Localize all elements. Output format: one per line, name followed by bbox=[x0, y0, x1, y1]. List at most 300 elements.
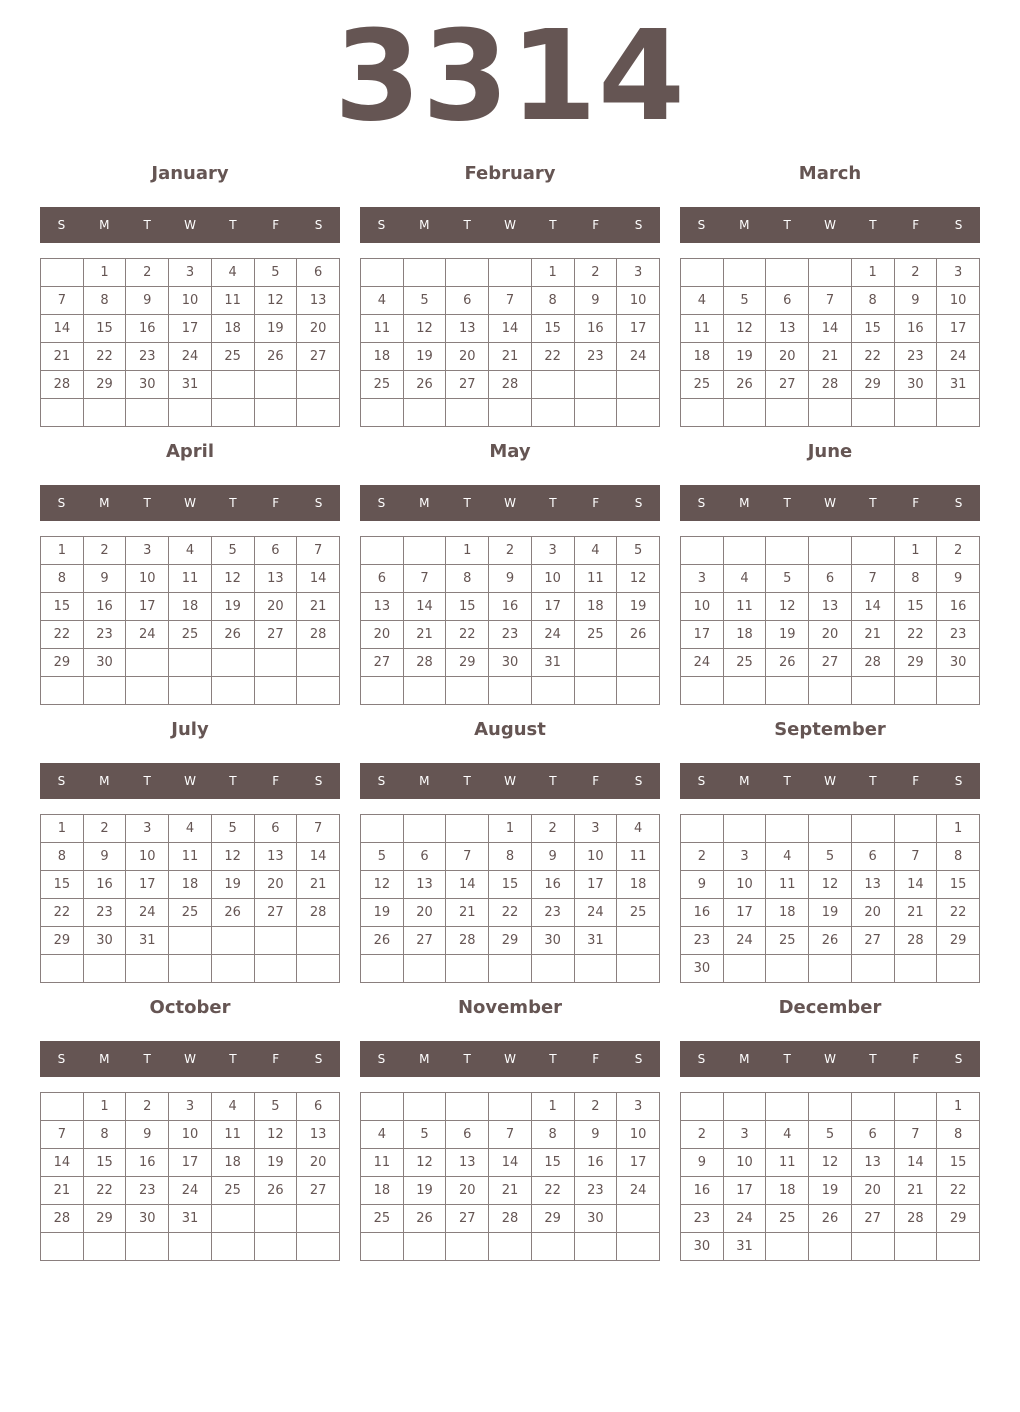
day-cell bbox=[681, 259, 724, 287]
day-cell bbox=[169, 1233, 212, 1261]
day-cell: 20 bbox=[254, 593, 297, 621]
day-cell: 18 bbox=[361, 343, 404, 371]
day-cell: 2 bbox=[83, 537, 126, 565]
day-cell: 27 bbox=[297, 1177, 340, 1205]
day-cell bbox=[617, 927, 660, 955]
week-row bbox=[41, 565, 340, 593]
day-cell bbox=[766, 399, 809, 427]
week-row bbox=[41, 1121, 340, 1149]
weekday-label: M bbox=[419, 774, 430, 788]
day-cell: 22 bbox=[446, 621, 489, 649]
week-row bbox=[41, 871, 340, 899]
day-cell: 15 bbox=[83, 315, 126, 343]
day-cell bbox=[41, 1093, 84, 1121]
day-cell bbox=[297, 955, 340, 983]
day-cell: 18 bbox=[211, 1149, 254, 1177]
day-cell: 24 bbox=[723, 927, 766, 955]
weekday-label: T bbox=[549, 218, 557, 232]
day-cell: 10 bbox=[169, 287, 212, 315]
day-cell: 6 bbox=[254, 815, 297, 843]
day-cell: 18 bbox=[169, 593, 212, 621]
day-cell: 11 bbox=[361, 1149, 404, 1177]
week-row bbox=[361, 843, 660, 871]
day-cell bbox=[297, 1205, 340, 1233]
weekday-label: T bbox=[143, 218, 151, 232]
day-cell bbox=[894, 955, 937, 983]
day-cell: 25 bbox=[723, 649, 766, 677]
day-cell bbox=[446, 677, 489, 705]
day-cell: 19 bbox=[809, 1177, 852, 1205]
day-cell: 14 bbox=[809, 315, 852, 343]
day-cell: 12 bbox=[809, 1149, 852, 1177]
day-cell: 19 bbox=[254, 1149, 297, 1177]
day-cell: 28 bbox=[489, 371, 532, 399]
day-cell: 20 bbox=[403, 899, 446, 927]
day-cell bbox=[574, 649, 617, 677]
month-name: January bbox=[151, 163, 229, 184]
day-cell bbox=[617, 1233, 660, 1261]
month-name: April bbox=[165, 441, 215, 462]
day-cell: 20 bbox=[851, 899, 894, 927]
day-cell: 16 bbox=[681, 1177, 724, 1205]
day-cell: 21 bbox=[489, 343, 532, 371]
day-cell bbox=[681, 537, 724, 565]
day-cell bbox=[894, 399, 937, 427]
day-cell: 18 bbox=[169, 871, 212, 899]
day-cell: 27 bbox=[361, 649, 404, 677]
day-cell: 20 bbox=[361, 621, 404, 649]
day-cell bbox=[41, 677, 84, 705]
weekday-label: S bbox=[314, 496, 323, 510]
day-cell: 5 bbox=[211, 537, 254, 565]
day-cell: 3 bbox=[723, 1121, 766, 1149]
weekday-header bbox=[680, 207, 980, 243]
weekday-header bbox=[40, 485, 340, 521]
weekday-label: S bbox=[377, 1052, 386, 1066]
day-cell: 15 bbox=[41, 871, 84, 899]
day-cell: 25 bbox=[169, 621, 212, 649]
week-row bbox=[361, 927, 660, 955]
day-cell bbox=[41, 1233, 84, 1261]
day-cell bbox=[211, 649, 254, 677]
day-cell: 27 bbox=[446, 371, 489, 399]
day-cell bbox=[489, 1233, 532, 1261]
weekday-header bbox=[680, 485, 980, 521]
day-cell: 2 bbox=[574, 259, 617, 287]
day-cell bbox=[126, 1233, 169, 1261]
day-cell: 17 bbox=[169, 315, 212, 343]
day-cell: 24 bbox=[937, 343, 980, 371]
day-cell: 28 bbox=[403, 649, 446, 677]
weekday-label: W bbox=[504, 218, 516, 232]
day-cell: 12 bbox=[403, 315, 446, 343]
weekday-label: S bbox=[954, 496, 963, 510]
weekday-label: S bbox=[377, 218, 386, 232]
day-cell bbox=[809, 1233, 852, 1261]
day-cell: 9 bbox=[531, 843, 574, 871]
day-cell: 26 bbox=[211, 621, 254, 649]
weekday-label: S bbox=[314, 774, 323, 788]
day-cell: 16 bbox=[126, 1149, 169, 1177]
weekday-label: T bbox=[783, 1052, 791, 1066]
day-cell: 1 bbox=[894, 537, 937, 565]
day-cell: 29 bbox=[41, 927, 84, 955]
day-cell: 22 bbox=[851, 343, 894, 371]
day-cell: 25 bbox=[766, 1205, 809, 1233]
day-cell: 26 bbox=[403, 1205, 446, 1233]
day-cell: 29 bbox=[41, 649, 84, 677]
day-cell: 31 bbox=[169, 371, 212, 399]
weekday-label: M bbox=[419, 496, 430, 510]
day-cell: 20 bbox=[809, 621, 852, 649]
day-cell bbox=[723, 537, 766, 565]
weekday-label: S bbox=[697, 1052, 706, 1066]
day-cell: 10 bbox=[617, 287, 660, 315]
day-cell: 21 bbox=[894, 1177, 937, 1205]
day-cell: 19 bbox=[403, 343, 446, 371]
day-cell: 1 bbox=[531, 259, 574, 287]
day-cell: 14 bbox=[489, 315, 532, 343]
day-cell: 6 bbox=[851, 1121, 894, 1149]
day-cell bbox=[83, 955, 126, 983]
day-cell: 25 bbox=[681, 371, 724, 399]
weekday-label: F bbox=[912, 774, 920, 788]
week-row bbox=[361, 371, 660, 399]
day-cell: 2 bbox=[937, 537, 980, 565]
day-cell: 6 bbox=[809, 565, 852, 593]
day-cell bbox=[361, 677, 404, 705]
day-cell: 12 bbox=[723, 315, 766, 343]
day-cell bbox=[681, 1093, 724, 1121]
day-cell bbox=[211, 1205, 254, 1233]
day-cell bbox=[361, 1233, 404, 1261]
day-cell: 17 bbox=[531, 593, 574, 621]
weekday-label: S bbox=[697, 496, 706, 510]
day-cell: 30 bbox=[681, 1233, 724, 1261]
day-cell: 28 bbox=[446, 927, 489, 955]
weekday-header bbox=[360, 485, 660, 521]
day-cell: 30 bbox=[126, 1205, 169, 1233]
week-row bbox=[41, 899, 340, 927]
day-cell: 12 bbox=[361, 871, 404, 899]
week-row bbox=[681, 259, 980, 287]
day-cell: 7 bbox=[851, 565, 894, 593]
day-cell: 8 bbox=[83, 287, 126, 315]
day-cell bbox=[83, 1233, 126, 1261]
day-cell bbox=[681, 399, 724, 427]
month-name: February bbox=[464, 163, 556, 184]
day-cell: 2 bbox=[681, 843, 724, 871]
weekday-header bbox=[680, 763, 980, 799]
week-row bbox=[681, 1205, 980, 1233]
weekday-label: T bbox=[869, 218, 877, 232]
day-cell: 23 bbox=[126, 343, 169, 371]
day-cell: 16 bbox=[937, 593, 980, 621]
day-cell: 13 bbox=[254, 565, 297, 593]
weekday-label: F bbox=[592, 774, 600, 788]
day-cell: 9 bbox=[937, 565, 980, 593]
week-row bbox=[361, 955, 660, 983]
day-cell: 26 bbox=[766, 649, 809, 677]
day-cell: 15 bbox=[41, 593, 84, 621]
day-cell bbox=[531, 371, 574, 399]
day-cell: 18 bbox=[211, 315, 254, 343]
weekday-label: S bbox=[697, 218, 706, 232]
day-cell bbox=[531, 1233, 574, 1261]
day-cell bbox=[489, 399, 532, 427]
day-cell: 19 bbox=[723, 343, 766, 371]
day-cell bbox=[723, 1093, 766, 1121]
day-cell bbox=[169, 955, 212, 983]
day-cell: 15 bbox=[83, 1149, 126, 1177]
day-cell: 23 bbox=[126, 1177, 169, 1205]
day-cell bbox=[766, 259, 809, 287]
day-cell bbox=[766, 677, 809, 705]
day-cell: 16 bbox=[894, 315, 937, 343]
day-cell bbox=[617, 371, 660, 399]
day-cell: 10 bbox=[937, 287, 980, 315]
day-cell: 26 bbox=[403, 371, 446, 399]
month-name: October bbox=[149, 997, 231, 1018]
weekday-label: F bbox=[592, 496, 600, 510]
day-cell: 11 bbox=[681, 315, 724, 343]
day-cell: 16 bbox=[681, 899, 724, 927]
day-cell: 10 bbox=[169, 1121, 212, 1149]
day-cell: 5 bbox=[403, 1121, 446, 1149]
weekday-label: S bbox=[954, 218, 963, 232]
day-cell: 6 bbox=[851, 843, 894, 871]
day-cell: 9 bbox=[681, 871, 724, 899]
day-cell: 14 bbox=[41, 315, 84, 343]
day-cell: 9 bbox=[489, 565, 532, 593]
week-row bbox=[361, 1177, 660, 1205]
day-cell bbox=[361, 399, 404, 427]
day-cell: 8 bbox=[489, 843, 532, 871]
day-cell: 6 bbox=[254, 537, 297, 565]
day-cell: 28 bbox=[297, 899, 340, 927]
weekday-header bbox=[680, 1041, 980, 1077]
day-cell: 3 bbox=[617, 259, 660, 287]
week-row bbox=[361, 399, 660, 427]
day-cell: 23 bbox=[83, 899, 126, 927]
weekday-label: W bbox=[184, 1052, 196, 1066]
day-cell: 14 bbox=[489, 1149, 532, 1177]
day-cell bbox=[851, 815, 894, 843]
day-cell: 20 bbox=[851, 1177, 894, 1205]
day-cell bbox=[41, 399, 84, 427]
day-cell: 12 bbox=[211, 565, 254, 593]
day-cell: 16 bbox=[83, 871, 126, 899]
week-row bbox=[41, 1205, 340, 1233]
day-cell bbox=[617, 1205, 660, 1233]
weekday-label: T bbox=[463, 496, 471, 510]
day-grid bbox=[40, 814, 340, 983]
day-cell: 3 bbox=[723, 843, 766, 871]
day-cell bbox=[126, 649, 169, 677]
day-cell: 23 bbox=[531, 899, 574, 927]
day-cell: 17 bbox=[617, 1149, 660, 1177]
day-cell: 31 bbox=[169, 1205, 212, 1233]
weekday-label: S bbox=[314, 218, 323, 232]
day-cell: 5 bbox=[809, 1121, 852, 1149]
week-row bbox=[361, 315, 660, 343]
day-cell: 30 bbox=[531, 927, 574, 955]
week-row bbox=[41, 1233, 340, 1261]
day-cell: 2 bbox=[574, 1093, 617, 1121]
weekday-label: T bbox=[143, 774, 151, 788]
day-cell: 8 bbox=[851, 287, 894, 315]
week-row bbox=[681, 1177, 980, 1205]
day-cell bbox=[211, 955, 254, 983]
day-cell: 30 bbox=[574, 1205, 617, 1233]
day-cell bbox=[894, 677, 937, 705]
day-cell: 29 bbox=[851, 371, 894, 399]
day-cell bbox=[531, 677, 574, 705]
day-cell: 1 bbox=[851, 259, 894, 287]
day-cell: 23 bbox=[681, 1205, 724, 1233]
day-cell: 13 bbox=[809, 593, 852, 621]
day-cell: 13 bbox=[446, 315, 489, 343]
day-cell: 23 bbox=[574, 1177, 617, 1205]
day-cell: 24 bbox=[617, 1177, 660, 1205]
day-cell bbox=[446, 259, 489, 287]
day-cell: 12 bbox=[809, 871, 852, 899]
month-name: May bbox=[489, 441, 531, 462]
week-row bbox=[681, 287, 980, 315]
day-cell bbox=[809, 399, 852, 427]
day-cell: 20 bbox=[446, 1177, 489, 1205]
day-cell: 13 bbox=[446, 1149, 489, 1177]
day-cell: 26 bbox=[254, 343, 297, 371]
day-cell: 28 bbox=[894, 1205, 937, 1233]
day-cell: 9 bbox=[126, 1121, 169, 1149]
day-cell bbox=[851, 399, 894, 427]
day-cell: 25 bbox=[211, 343, 254, 371]
weekday-label: M bbox=[419, 218, 430, 232]
day-cell bbox=[254, 955, 297, 983]
day-cell: 25 bbox=[766, 927, 809, 955]
weekday-label: S bbox=[377, 774, 386, 788]
day-cell bbox=[403, 1093, 446, 1121]
day-cell: 24 bbox=[126, 899, 169, 927]
day-cell: 11 bbox=[766, 871, 809, 899]
weekday-label: F bbox=[592, 218, 600, 232]
week-row bbox=[361, 871, 660, 899]
day-cell: 22 bbox=[83, 343, 126, 371]
day-cell: 17 bbox=[126, 871, 169, 899]
day-cell: 25 bbox=[211, 1177, 254, 1205]
day-cell: 10 bbox=[126, 843, 169, 871]
day-cell: 27 bbox=[809, 649, 852, 677]
week-row bbox=[41, 399, 340, 427]
day-cell: 20 bbox=[297, 1149, 340, 1177]
day-cell bbox=[489, 1093, 532, 1121]
weekday-label: T bbox=[463, 1052, 471, 1066]
weekday-label: T bbox=[549, 774, 557, 788]
day-cell: 31 bbox=[937, 371, 980, 399]
day-cell bbox=[403, 815, 446, 843]
day-cell: 4 bbox=[361, 1121, 404, 1149]
week-row bbox=[681, 537, 980, 565]
week-row bbox=[361, 899, 660, 927]
day-cell: 28 bbox=[851, 649, 894, 677]
week-row bbox=[681, 371, 980, 399]
day-cell bbox=[297, 927, 340, 955]
week-row bbox=[361, 677, 660, 705]
weekday-label: T bbox=[463, 774, 471, 788]
week-row bbox=[361, 649, 660, 677]
day-cell: 1 bbox=[41, 537, 84, 565]
day-cell: 7 bbox=[403, 565, 446, 593]
day-cell bbox=[446, 815, 489, 843]
day-cell: 21 bbox=[41, 343, 84, 371]
weekday-label: W bbox=[824, 774, 836, 788]
day-cell: 1 bbox=[83, 1093, 126, 1121]
day-cell: 8 bbox=[41, 843, 84, 871]
weekday-header bbox=[360, 763, 660, 799]
day-cell: 11 bbox=[361, 315, 404, 343]
day-cell: 22 bbox=[937, 1177, 980, 1205]
day-cell: 10 bbox=[531, 565, 574, 593]
day-cell bbox=[851, 1233, 894, 1261]
weekday-label: S bbox=[634, 218, 643, 232]
day-cell: 12 bbox=[617, 565, 660, 593]
day-cell: 9 bbox=[126, 287, 169, 315]
day-cell: 14 bbox=[297, 565, 340, 593]
day-cell bbox=[446, 955, 489, 983]
day-cell: 17 bbox=[681, 621, 724, 649]
day-cell: 2 bbox=[489, 537, 532, 565]
day-cell: 9 bbox=[574, 1121, 617, 1149]
weekday-label: S bbox=[57, 774, 66, 788]
day-cell: 31 bbox=[531, 649, 574, 677]
day-cell: 13 bbox=[766, 315, 809, 343]
day-cell: 6 bbox=[297, 1093, 340, 1121]
day-cell: 7 bbox=[446, 843, 489, 871]
day-cell: 10 bbox=[574, 843, 617, 871]
day-cell: 19 bbox=[403, 1177, 446, 1205]
week-row bbox=[681, 593, 980, 621]
weekday-label: T bbox=[783, 218, 791, 232]
day-cell: 23 bbox=[83, 621, 126, 649]
weekday-label: T bbox=[463, 218, 471, 232]
day-cell bbox=[489, 677, 532, 705]
day-cell: 19 bbox=[211, 593, 254, 621]
day-cell bbox=[851, 537, 894, 565]
day-cell: 7 bbox=[297, 815, 340, 843]
day-cell: 14 bbox=[851, 593, 894, 621]
week-row bbox=[41, 649, 340, 677]
day-cell: 11 bbox=[574, 565, 617, 593]
day-cell bbox=[403, 259, 446, 287]
day-cell bbox=[211, 1233, 254, 1261]
day-cell: 4 bbox=[723, 565, 766, 593]
week-row bbox=[681, 871, 980, 899]
day-cell: 2 bbox=[681, 1121, 724, 1149]
day-cell: 17 bbox=[617, 315, 660, 343]
day-cell: 1 bbox=[83, 259, 126, 287]
day-cell: 3 bbox=[531, 537, 574, 565]
day-cell bbox=[297, 399, 340, 427]
day-cell: 24 bbox=[126, 621, 169, 649]
day-cell: 17 bbox=[169, 1149, 212, 1177]
week-row bbox=[681, 815, 980, 843]
day-cell: 31 bbox=[574, 927, 617, 955]
day-cell bbox=[211, 371, 254, 399]
day-cell bbox=[851, 1093, 894, 1121]
day-cell bbox=[403, 537, 446, 565]
day-cell: 9 bbox=[574, 287, 617, 315]
